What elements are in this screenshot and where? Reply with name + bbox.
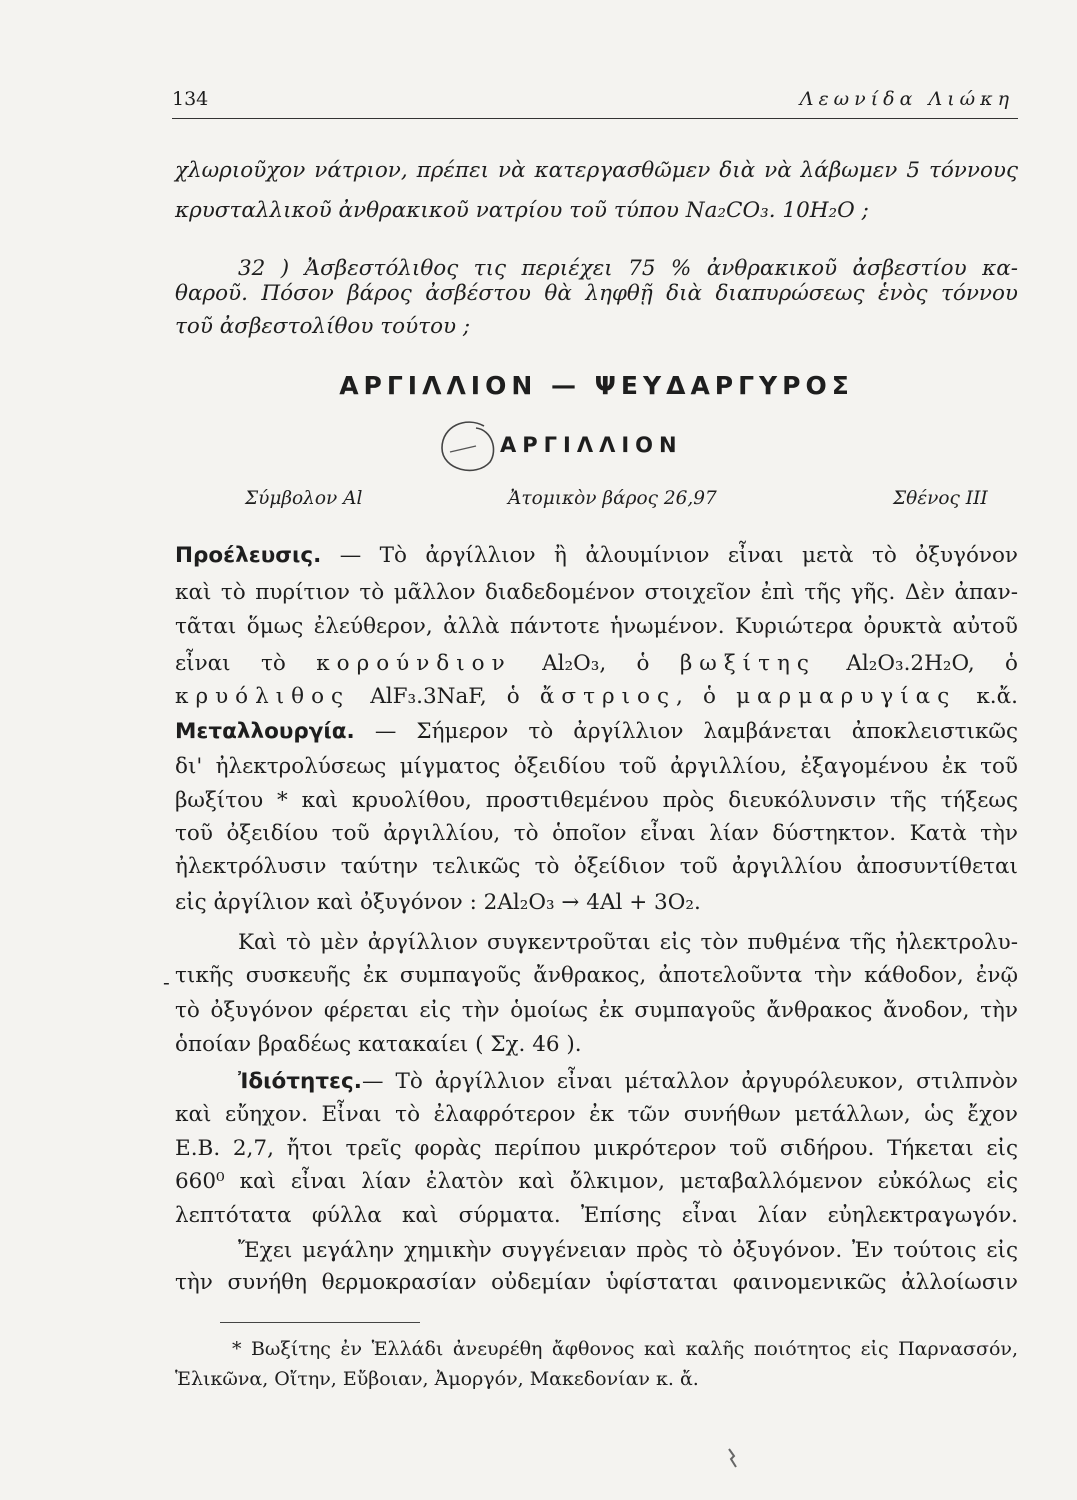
problem-line: 32 ) Ἀσβεστόλιθος τις περιέχει 75 % ἀνθρακικοῦ ἀσβεστίου κα- [238, 256, 1018, 281]
properties-line: λεπτότατα φύλλα καὶ σύρματα. Ἐπίσης εἶναι λίαν εὐηλεκτραγωγόν. [175, 1203, 1018, 1228]
properties-line: Ἔχει μεγάλην χημικὴν συγγένειαν πρὸς τὸ ὀξυγόνον. Ἐν τούτοις εἰς [238, 1238, 1018, 1263]
problem-line: κρυσταλλικοῦ ἀνθρακικοῦ νατρίου τοῦ τύπου Na₂CO₃. 10H₂O ; [175, 198, 869, 223]
footnote-line: * Βωξίτης ἐν Ἑλλάδι ἀνευρέθη ἄφθονος καὶ καλῆς ποιότητος εἰς Παρνασσόν, [232, 1338, 1018, 1360]
properties-line: τὴν συνήθη θερμοκρασίαν οὐδεμίαν ὑφίσταται φαινομενικῶς ἀλλοίωσιν [175, 1270, 1018, 1295]
metallurgy-line: τικῆς συσκευῆς ἐκ συμπαγοῦς ἄνθρακος, ἀποτελοῦντα τὴν κάθοδον, ἐνῷ [175, 963, 1018, 988]
metallurgy-line: βωξίτου * καὶ κρυολίθου, προστιθεμένου πρὸς διευκόλυνσιν τῆς τήξεως [175, 788, 1018, 813]
element-symbol: Σύμβολον Al [245, 488, 363, 509]
running-title: Λεωνίδα Λιώκη [799, 88, 1014, 110]
mineral-feldspar: ἄστριος [539, 684, 677, 709]
metallurgy-heading: Μεταλλουργία. [175, 719, 355, 744]
running-header [172, 88, 1018, 119]
element-valence: Σθένος III [893, 488, 988, 509]
mineral-bauxite: βωξίτης [679, 651, 816, 676]
problem-line: τοῦ ἀσβεστολίθου τούτου ; [175, 314, 471, 339]
provenance-line-4: εἶναι τὸ κορούνδιον Al₂O₃, ὁ βωξίτης Al₂O₃.2H₂O, ὁ [175, 651, 1018, 676]
properties-line-1: Ἰδιότητες.— Τὸ ἀργίλλιον εἶναι μέταλλον ἀργυρόλευκον, στιλπνὸν [238, 1069, 1018, 1094]
ink-speck [726, 1447, 740, 1469]
electrolysis-equation-line: εἰς ἀργίλιον καὶ ὀξυγόνον : 2Al₂O₃ → 4Al + 3O₂. [175, 890, 701, 915]
metallurgy-line: ὁποίαν βραδέως κατακαίει ( Σχ. 46 ). [175, 1032, 582, 1057]
properties-line: καὶ εὔηχον. Εἶναι τὸ ἐλαφρότερον ἐκ τῶν συνήθων μετάλλων, ὡς ἔχον [175, 1102, 1018, 1127]
metallurgy-line: τὸ ὀξυγόνον φέρεται εἰς τὴν ὁμοίως ἐκ συμπαγοῦς ἄνθρακος ἄνοδον, τὴν [175, 998, 1018, 1023]
metallurgy-line-1: Μεταλλουργία. — Σήμερον τὸ ἀργίλλιον λαμβάνεται ἀποκλειστικῶς [175, 719, 1018, 744]
properties-heading: Ἰδιότητες. [238, 1069, 362, 1094]
element-atomic-weight: Ἀτομικὸν βάρος 26,97 [508, 488, 717, 509]
section-title: ΑΡΓΙΛΛΙΟΝ — ΨΕΥΔΑΡΓΥΡΟΣ [339, 371, 854, 400]
mineral-mica: μαρμαρυγίας [736, 684, 957, 709]
page-number: 134 [172, 88, 209, 110]
metallurgy-line: τοῦ ὀξειδίου τοῦ ἀργιλλίου, τὸ ὁποῖον εἶναι λίαν δύστηκτον. Κατὰ τὴν [175, 821, 1018, 846]
mineral-corundum: κορούνδιον [316, 651, 512, 676]
properties-line: 660⁰ καὶ εἶναι λίαν ἐλατὸν καὶ ὄλκιμον, μεταβαλλόμενον εὐκόλως εἰς [175, 1169, 1018, 1194]
footnote-rule [220, 1322, 420, 1323]
metallurgy-line: ἠλεκτρόλυσιν ταύτην τελικῶς τὸ ὀξείδιον τοῦ ἀργιλλίου ἀποσυντίθεται [175, 854, 1018, 879]
footnote-line: Ἑλικῶνα, Οἴτην, Εὔβοιαν, Ἀμοργόν, Μακεδονίαν κ. ἄ. [175, 1368, 699, 1390]
properties-line: Ε.Β. 2,7, ἤτοι τρεῖς φορὰς περίπου μικρότερον τοῦ σιδήρου. Τήκεται εἰς [175, 1136, 1018, 1161]
problem-line: χλωριοῦχον νάτριον, πρέπει νὰ κατεργασθῶμεν διὰ νὰ λάβωμεν 5 τόννους [175, 158, 1018, 183]
provenance-line-1: Προέλευσις. — Τὸ ἀργίλλιον ἢ ἀλουμίνιον εἶναι μετὰ τὸ ὀξυγόνον [175, 543, 1018, 568]
provenance-line: καὶ τὸ πυρίτιον τὸ μᾶλλον διαδεδομένον στοιχεῖον ἐπὶ τῆς γῆς. Δὲν ἀπαν- [175, 580, 1018, 605]
provenance-heading: Προέλευσις. [175, 543, 322, 568]
element-title: ΑΡΓΙΛΛΙΟΝ [500, 433, 683, 457]
problem-line: θαροῦ. Πόσον βάρος ἀσβέστου θὰ ληφθῇ διὰ διαπυρώσεως ἑνὸς τόννου [175, 281, 1018, 306]
provenance-line-5: κρυόλιθος AlF₃.3NaF, ὁ ἄστριος, ὁ μαρμαρυγίας κ.ἄ. [175, 684, 1018, 709]
provenance-line: τᾶται ὅμως ἐλεύθερον, ἀλλὰ πάντοτε ἡνωμένον. Κυριώτερα ὀρυκτὰ αὐτοῦ [175, 614, 1018, 639]
hand-drawn-circle-mark [436, 418, 498, 480]
margin-mark: - [163, 970, 170, 994]
metallurgy-line: Καὶ τὸ μὲν ἀργίλλιον συγκεντροῦται εἰς τὸν πυθμένα τῆς ἠλεκτρολυ- [238, 930, 1018, 955]
metallurgy-line: δι' ἠλεκτρολύσεως μίγματος ὀξειδίου τοῦ ἀργιλλίου, ἐξαγομένου ἐκ τοῦ [175, 754, 1018, 779]
mineral-cryolite: κρυόλιθος [175, 684, 351, 709]
